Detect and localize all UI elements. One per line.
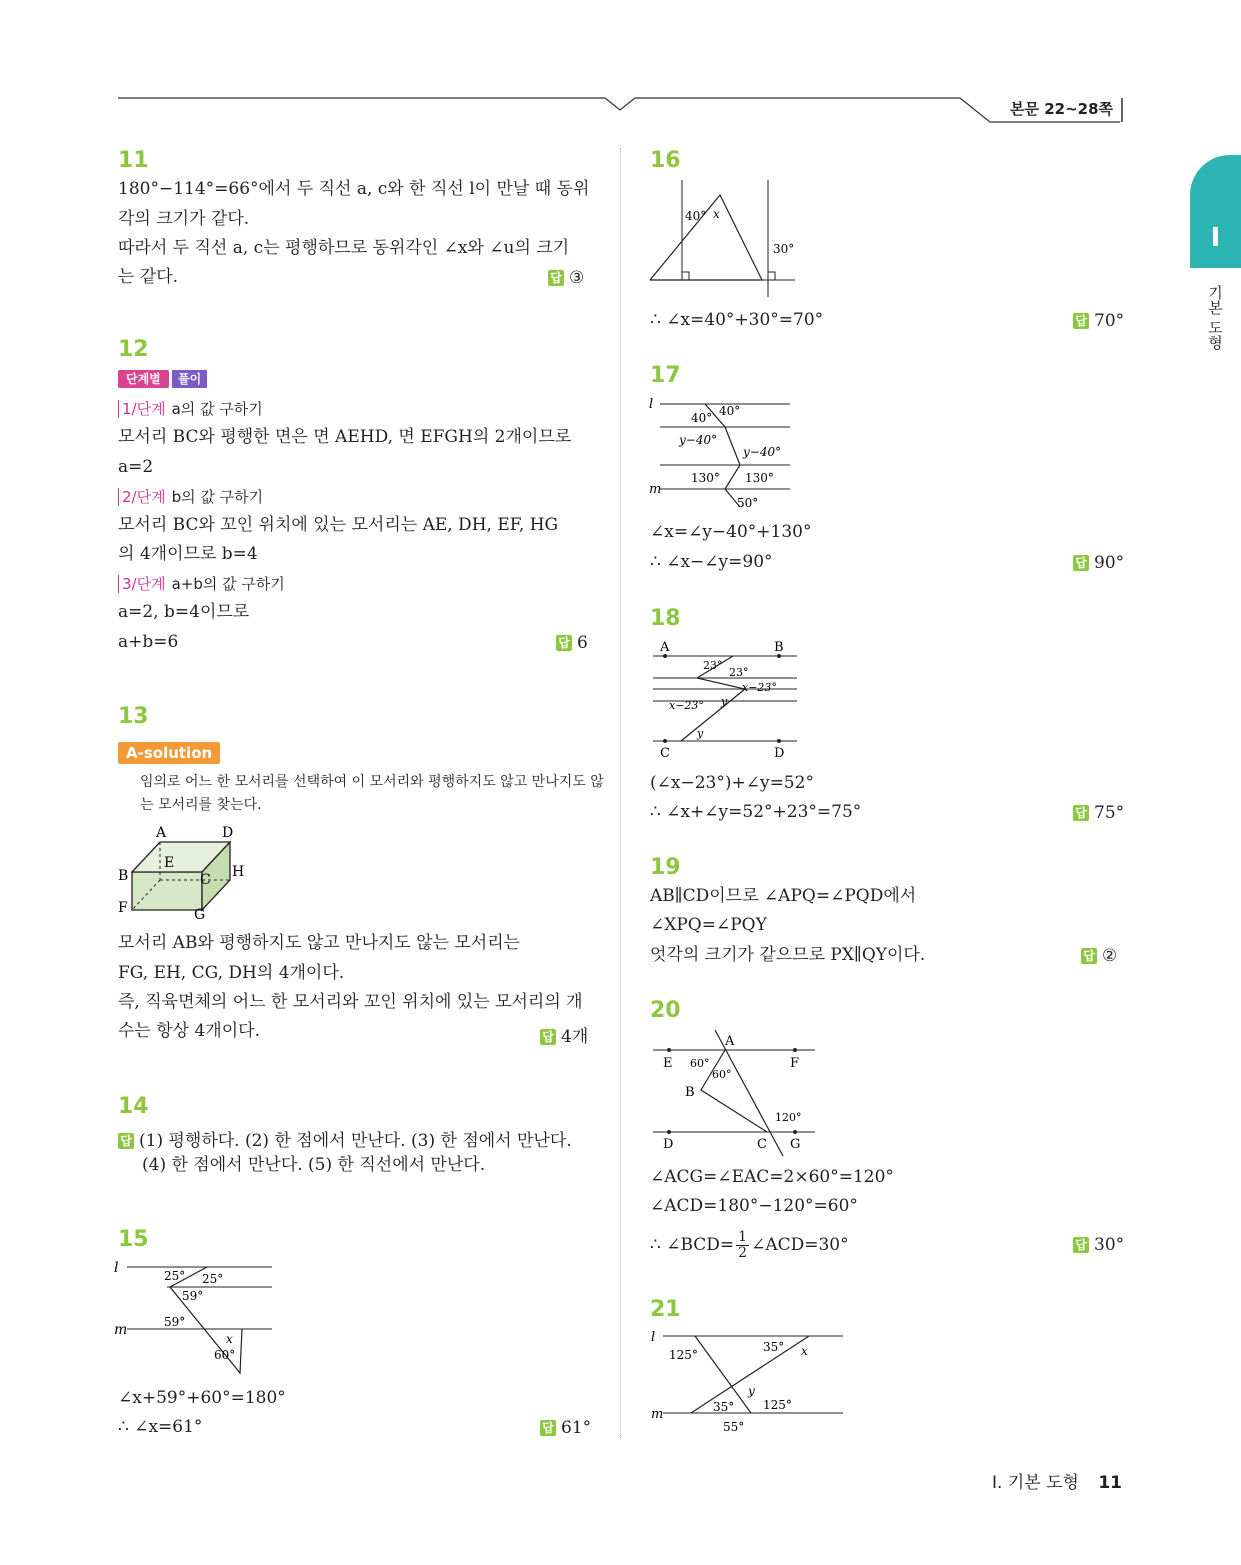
angle-x23a: x−23°: [669, 699, 704, 712]
step-label: a+b의 값 구하기: [171, 575, 285, 593]
point-C: C: [660, 746, 670, 761]
angle-130b: 130°: [745, 471, 774, 485]
p12-step1: [118, 398, 263, 419]
angle-x: x: [801, 1344, 808, 1358]
answer-value: 4개: [561, 1027, 589, 1047]
angle-y: y: [748, 1384, 755, 1398]
p13-note1: 임의로 어느 한 모서리를 선택하여 이 모서리와 평행하지도 않고 만나지도 않: [140, 774, 604, 790]
problem-number-19: 19: [650, 855, 681, 880]
p12-line6: a+b=6: [118, 632, 179, 652]
angle-25a: 25°: [164, 1269, 186, 1283]
vertex-E: E: [164, 855, 175, 871]
p17-line1: ∠x=∠y−40°+130°: [650, 522, 812, 542]
problem-number-14: 14: [118, 1094, 149, 1119]
step-number: 1/단계: [118, 400, 166, 418]
answer-value: 90°: [1094, 553, 1125, 573]
vertex-D: D: [222, 825, 234, 841]
fraction-numerator: 1: [738, 1229, 748, 1245]
vertex-A: A: [156, 825, 167, 841]
problem-number-21: 21: [650, 1297, 681, 1322]
p20-line3-post: ∠ACD=30°: [751, 1235, 849, 1255]
p11-line3: 따라서 두 직선 a, c는 평행하므로 동위각인 ∠x와 ∠u의 크기: [118, 238, 570, 258]
p12-line1: 모서리 BC와 평행한 면은 면 AEHD, 면 EFGH의 2개이므로: [118, 427, 572, 447]
line-m-label: m: [114, 1322, 128, 1338]
footer: [992, 1468, 1122, 1493]
angle-y40b: y−40°: [743, 445, 782, 459]
problem-number-13: 13: [118, 704, 149, 729]
angle-35b: 35°: [713, 1400, 735, 1414]
p12-line2: a=2: [118, 457, 154, 477]
angle-x: x: [713, 207, 720, 221]
p13-line2: FG, EH, CG, DH의 4개이다.: [118, 963, 345, 983]
angle-40a: 40°: [691, 411, 713, 425]
p13-line3: 즉, 직육면체의 어느 한 모서리와 꼬인 위치에 있는 모서리의 개: [118, 992, 583, 1012]
p12-line3: 모서리 BC와 꼬인 위치에 있는 모서리는 AE, DH, EF, HG: [118, 515, 559, 535]
step-number: 3/단계: [118, 575, 166, 593]
step-label: a의 값 구하기: [171, 400, 263, 418]
chapter-tab: [1190, 155, 1241, 268]
angle-30: 30°: [773, 242, 795, 256]
a-solution-badge: A-solution: [118, 742, 220, 764]
point-D: D: [663, 1137, 674, 1152]
answer-tag: 답: [1073, 1237, 1089, 1253]
p19-line1: AB∥CD이므로 ∠APQ=∠PQD에서: [650, 886, 917, 906]
stepwise-badge: 단계별: [118, 370, 169, 388]
p15-line2: ∴ ∠x=61°: [118, 1417, 203, 1437]
p11-answer: [548, 268, 584, 288]
p13-line1: 모서리 AB와 평행하지도 않고 만나지도 않는 모서리는: [118, 933, 521, 953]
p19-line2: ∠XPQ=∠PQY: [650, 915, 767, 935]
point-A: A: [725, 1034, 735, 1049]
p13-note2: 는 모서리를 찾는다.: [140, 797, 262, 813]
vertex-F: F: [118, 900, 128, 916]
angle-60a: 60°: [690, 1057, 710, 1070]
step-label: b의 값 구하기: [171, 488, 264, 506]
point-E: E: [663, 1056, 673, 1071]
p12-line4: 의 4개이므로 b=4: [118, 544, 258, 564]
answer-value: ③: [569, 268, 585, 288]
problem-number-12: 12: [118, 337, 149, 362]
p12-step2: [118, 486, 263, 507]
footer-chapter: I. 기본 도형: [992, 1473, 1079, 1493]
p14-line1-wrap: [118, 1126, 572, 1151]
p12-line5: a=2, b=4이므로: [118, 602, 250, 622]
problem-number-11: 11: [118, 148, 149, 173]
p13-line4: 수는 항상 4개이다.: [118, 1021, 260, 1041]
angle-59a: 59°: [182, 1289, 204, 1303]
page-range: 본문 22~28쪽: [1010, 100, 1114, 118]
p18-line2: ∴ ∠x+∠y=52°+23°=75°: [650, 802, 862, 822]
angle-120: 120°: [775, 1111, 802, 1124]
angle-50: 50°: [737, 496, 759, 510]
point-C: C: [757, 1137, 767, 1152]
angle-125b: 125°: [763, 1398, 792, 1412]
p18-line1: (∠x−23°)+∠y=52°: [650, 773, 814, 793]
problem-number-20: 20: [650, 998, 681, 1023]
p16-line1: ∴ ∠x=40°+30°=70°: [650, 310, 824, 330]
angle-125a: 125°: [669, 1348, 698, 1362]
answer-tag: 답: [118, 1133, 134, 1149]
point-B: B: [774, 640, 784, 655]
p21-figure: [645, 1325, 855, 1440]
p15-answer: [540, 1418, 591, 1438]
angle-23b: 23°: [729, 666, 749, 679]
chapter-tab-roman: I: [1210, 223, 1221, 253]
problem-number-15: 15: [118, 1227, 149, 1252]
angle-40: 40°: [685, 209, 707, 223]
p17-figure: [645, 392, 805, 512]
p18-figure: [645, 635, 805, 765]
angle-yb: y: [697, 727, 704, 740]
angle-130a: 130°: [691, 471, 720, 485]
chapter-tab-label: 기본 도형: [1206, 285, 1224, 350]
answer-tag: 답: [1073, 555, 1089, 571]
problem-number-16: 16: [650, 148, 681, 173]
answer-value: 30°: [1094, 1235, 1125, 1255]
column-divider: [620, 148, 621, 1438]
answer-tag: 답: [548, 270, 564, 286]
p20-line1: ∠ACG=∠EAC=2×60°=120°: [650, 1167, 894, 1187]
angle-x23b: x−23°: [742, 681, 777, 694]
point-B: B: [685, 1085, 695, 1100]
angle-60b: 60°: [712, 1068, 732, 1081]
p13-answer: [540, 1022, 588, 1047]
line-l-label: l: [651, 1330, 656, 1345]
problem-number-18: 18: [650, 606, 681, 631]
p16-figure: [645, 175, 805, 300]
problem-number-17: 17: [650, 363, 681, 388]
p11-line2: 각의 크기가 같다.: [118, 209, 250, 229]
p20-line2: ∠ACD=180°−120°=60°: [650, 1196, 858, 1216]
page-number: 11: [1098, 1473, 1122, 1493]
line-l-label: l: [649, 397, 654, 412]
p15-line1: ∠x+59°+60°=180°: [118, 1388, 286, 1408]
p11-line1: 180°−114°=66°에서 두 직선 a, c와 한 직선 l이 만날 때 동위: [118, 179, 590, 199]
answer-value: 61°: [561, 1418, 592, 1438]
p12-step3: [118, 573, 285, 594]
cuboid-figure: [112, 822, 252, 922]
point-D: D: [774, 746, 785, 761]
line-m-label: m: [649, 482, 662, 497]
line-m-label: m: [651, 1407, 664, 1422]
angle-59b: 59°: [164, 1315, 186, 1329]
p11-line4: 는 같다.: [118, 267, 179, 287]
p20-figure: [645, 1028, 825, 1158]
answer-value: 6: [577, 633, 588, 653]
angle-40b: 40°: [719, 404, 741, 418]
p20-line3-pre: ∴ ∠BCD=: [650, 1235, 735, 1255]
vertex-H: H: [232, 864, 245, 880]
p19-answer: [1081, 946, 1117, 966]
p12-answer: [556, 633, 588, 653]
angle-25b: 25°: [202, 1272, 224, 1286]
step-number: 2/단계: [118, 488, 166, 506]
p14-line2: (4) 한 점에서 만난다. (5) 한 직선에서 만난다.: [142, 1155, 486, 1175]
fraction-denominator: 2: [738, 1245, 748, 1261]
angle-23a: 23°: [703, 659, 723, 672]
answer-value: ②: [1102, 946, 1118, 966]
vertex-B: B: [118, 868, 129, 884]
angle-35a: 35°: [763, 1340, 785, 1354]
answer-tag: 답: [540, 1420, 556, 1436]
angle-60: 60°: [214, 1348, 236, 1362]
vertex-G: G: [194, 907, 206, 922]
angle-55: 55°: [723, 1420, 745, 1434]
p20-line3: [650, 1230, 849, 1261]
answer-tag: 답: [1073, 805, 1089, 821]
answer-value: 70°: [1094, 311, 1125, 331]
p17-answer: [1073, 553, 1124, 573]
point-A: A: [660, 640, 670, 655]
p16-answer: [1073, 311, 1124, 331]
p17-line2: ∴ ∠x−∠y=90°: [650, 552, 773, 572]
answer-tag: 답: [556, 635, 572, 651]
line-l-label: l: [114, 1260, 119, 1276]
angle-y40a: y−40°: [679, 433, 718, 447]
p15-figure: [112, 1255, 282, 1385]
fraction: [736, 1230, 749, 1261]
solution-badge: 풀이: [172, 370, 207, 388]
angle-x: x: [226, 1332, 233, 1346]
point-G: G: [790, 1137, 801, 1152]
answer-tag: 답: [1081, 948, 1097, 964]
p14-line1: (1) 평행하다. (2) 한 점에서 만난다. (3) 한 점에서 만난다.: [139, 1131, 572, 1151]
answer-value: 75°: [1094, 803, 1125, 823]
p18-answer: [1073, 803, 1124, 823]
p20-answer: [1073, 1235, 1124, 1255]
point-F: F: [790, 1056, 800, 1071]
answer-tag: 답: [1073, 313, 1089, 329]
answer-tag: 답: [540, 1029, 556, 1045]
angle-ya: y: [721, 695, 728, 708]
vertex-C: C: [200, 872, 211, 888]
p19-line3: 엇각의 크기가 같으므로 PX∥QY이다.: [650, 945, 926, 965]
